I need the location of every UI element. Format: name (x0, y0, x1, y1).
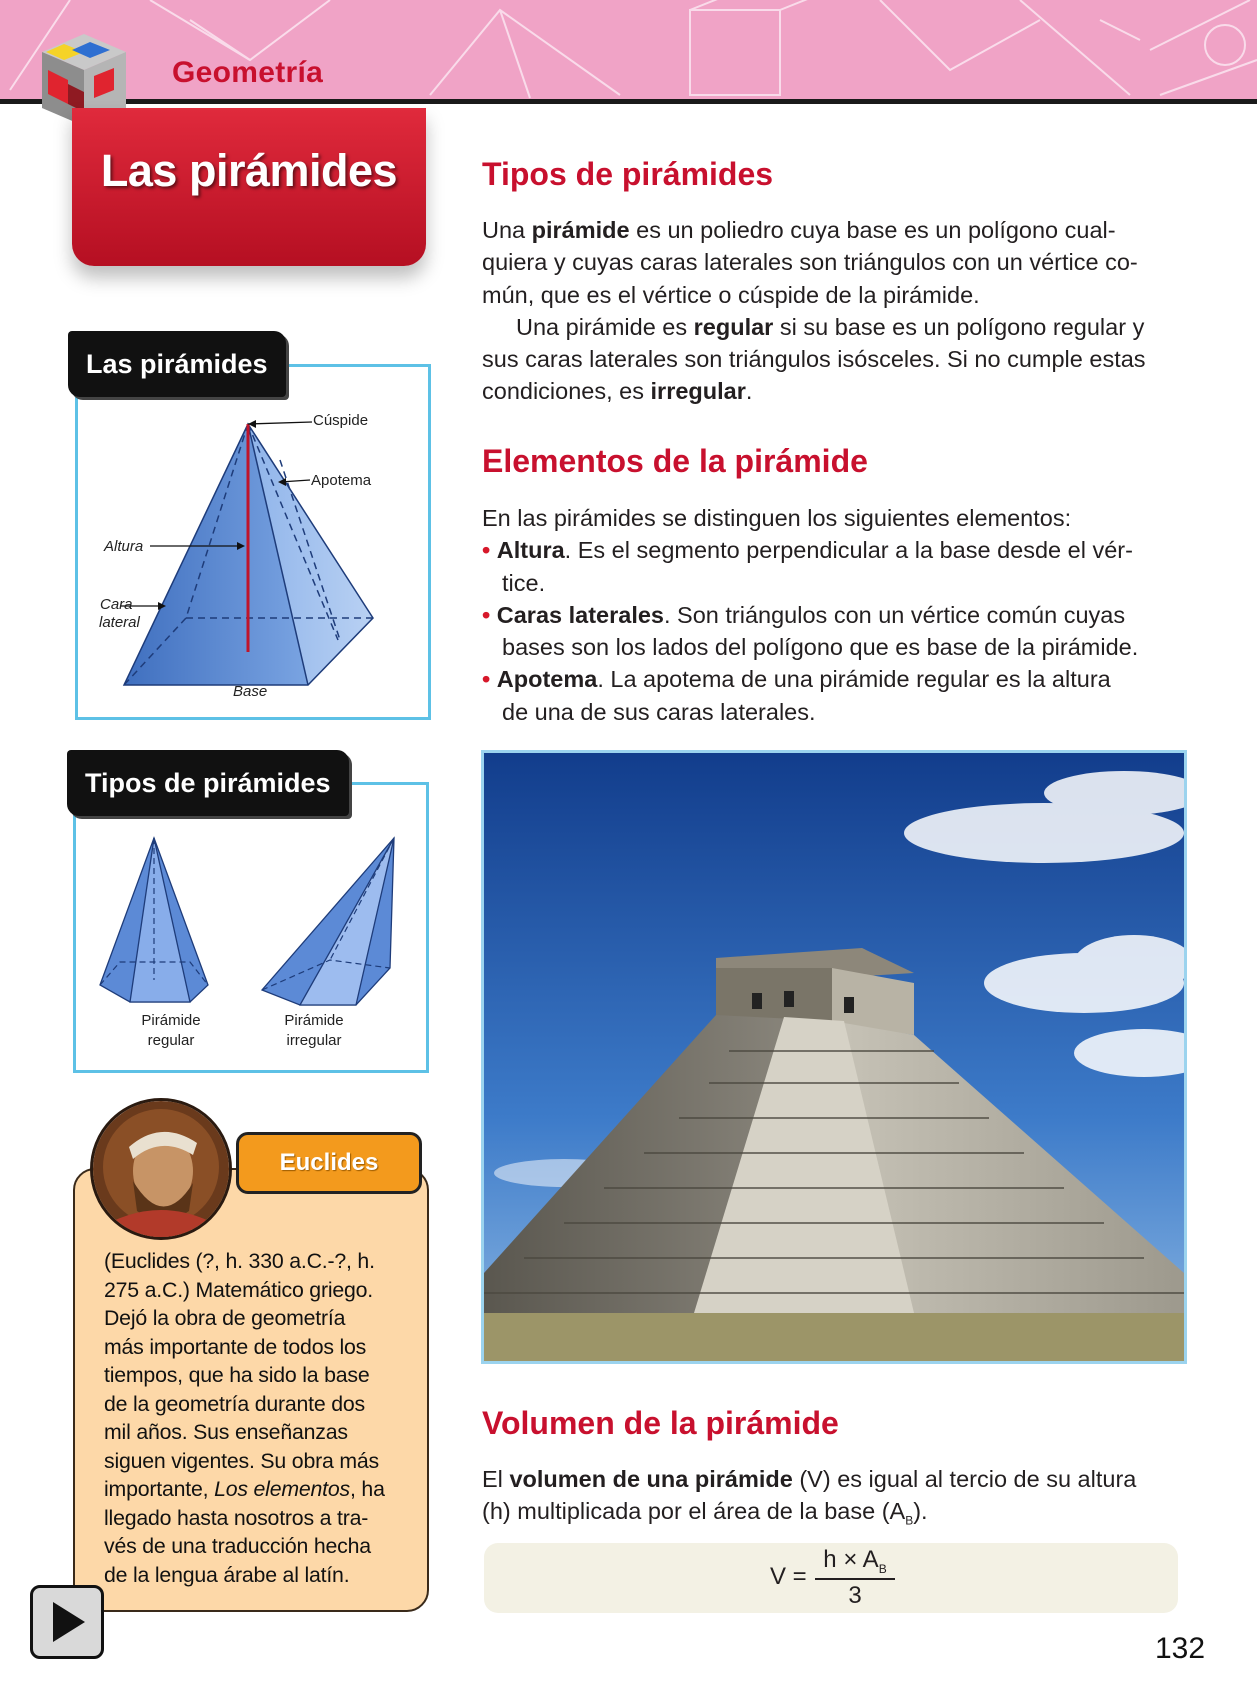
box-tag-tipos: Tipos de pirámides (67, 750, 349, 816)
paragraph-tipos: Una pirámide es un poliedro cuya base es un polígono cual- quiera y cuyas caras laterales son triángulos con un vértice co- mún, que es el vértice o cúspide de la pirámide. Una pirámide es regular si su base es un polígono regular y sus caras laterales son triángulos isósceles. Si no cumple estas condiciones, es irregular. (482, 217, 1146, 405)
header-rule (0, 99, 1257, 104)
label-altura: Altura (104, 538, 144, 555)
label-regular-2: regular (147, 1032, 195, 1049)
label-regular-1: Pirámide (141, 1012, 201, 1029)
euclid-line: mil años. Sus enseñanzas (104, 1420, 348, 1444)
euclid-line: siguen vigentes. Su obra más (104, 1448, 379, 1473)
label-apotema: Apotema (311, 472, 372, 489)
euclid-line: (Euclides (?, h. 330 a.C.-?, h. (104, 1249, 375, 1273)
bullet-caras: • Caras laterales. Son triángulos con un vértice común cuyas (482, 601, 1126, 628)
fraction-bar (815, 1578, 895, 1580)
heading-elementos: Elementos de la pirámide (482, 443, 868, 479)
heading-volumen: Volumen de la pirámide (482, 1405, 839, 1441)
label-cara: Cara (100, 596, 133, 613)
euclid-bio-text (104, 1247, 414, 1589)
section-label: Geometría (172, 56, 324, 89)
formula-numerator: $h \times A_B$ (823, 1546, 887, 1576)
label-cuspide: Cúspide (313, 412, 369, 429)
euclid-portrait (90, 1098, 232, 1240)
heading-tipos: Tipos de pirámides (482, 156, 774, 192)
chichen-itza-photo (481, 750, 1187, 1364)
formula-lhs: V = (770, 1563, 807, 1590)
euclid-line: de la geometría durante dos (104, 1391, 365, 1416)
page-number: 132 (1155, 1632, 1206, 1665)
play-button[interactable] (30, 1585, 104, 1659)
pyramid-types-diagram (90, 830, 410, 1010)
formula-denominator: 3 (848, 1582, 862, 1609)
paragraph-elementos: En las pirámides se distinguen los siguientes elementos: • Altura. Es el segmento perpendicular a la base desde el vér- tice. • Caras laterales. Son triángulos con un vértice común cuyas bases son los lados del polígono que es base de la pirámide. • Apotema. La apotema de una pirámide regular es la altura de una de sus caras laterales. (482, 502, 1182, 728)
euclid-tag: Euclides (236, 1132, 422, 1194)
euclid-line: de la lengua árabe al latín. (104, 1562, 350, 1587)
book-title: Los elementos (214, 1477, 350, 1501)
label-lateral: lateral (99, 614, 140, 631)
paragraph-volumen: El volumen de una pirámide (V) es igual al tercio de su altura (h) multiplicada por el área de la base $(A_B)$. (482, 1466, 1137, 1528)
label-base: Base (233, 683, 268, 700)
page-title: Las pirámides (100, 145, 398, 196)
play-icon (33, 1588, 101, 1656)
euclid-line: más importante de todos los (104, 1334, 367, 1359)
label-irregular-1: Pirámide (284, 1012, 344, 1029)
euclid-line: importante, Los elementos, ha (104, 1477, 385, 1501)
bullet-apotema: • Apotema. La apotema de una pirámide regular es la altura (482, 666, 1111, 693)
label-irregular-2: irregular (286, 1032, 342, 1049)
euclid-line: Dejó la obra de geometría (104, 1306, 346, 1330)
box-tag-las-piramides: Las pirámides (68, 331, 286, 397)
euclid-line: vés de una traducción hecha (104, 1534, 371, 1558)
bullet-altura: • Altura. Es el segmento perpendicular a la base desde el vér- (482, 537, 1133, 564)
euclid-line: tiempos, que ha sido la base (104, 1363, 370, 1387)
euclid-line: llegado hasta nosotros a tra- (104, 1505, 369, 1530)
euclid-line: 275 a.C.) Matemático griego. (104, 1277, 374, 1302)
